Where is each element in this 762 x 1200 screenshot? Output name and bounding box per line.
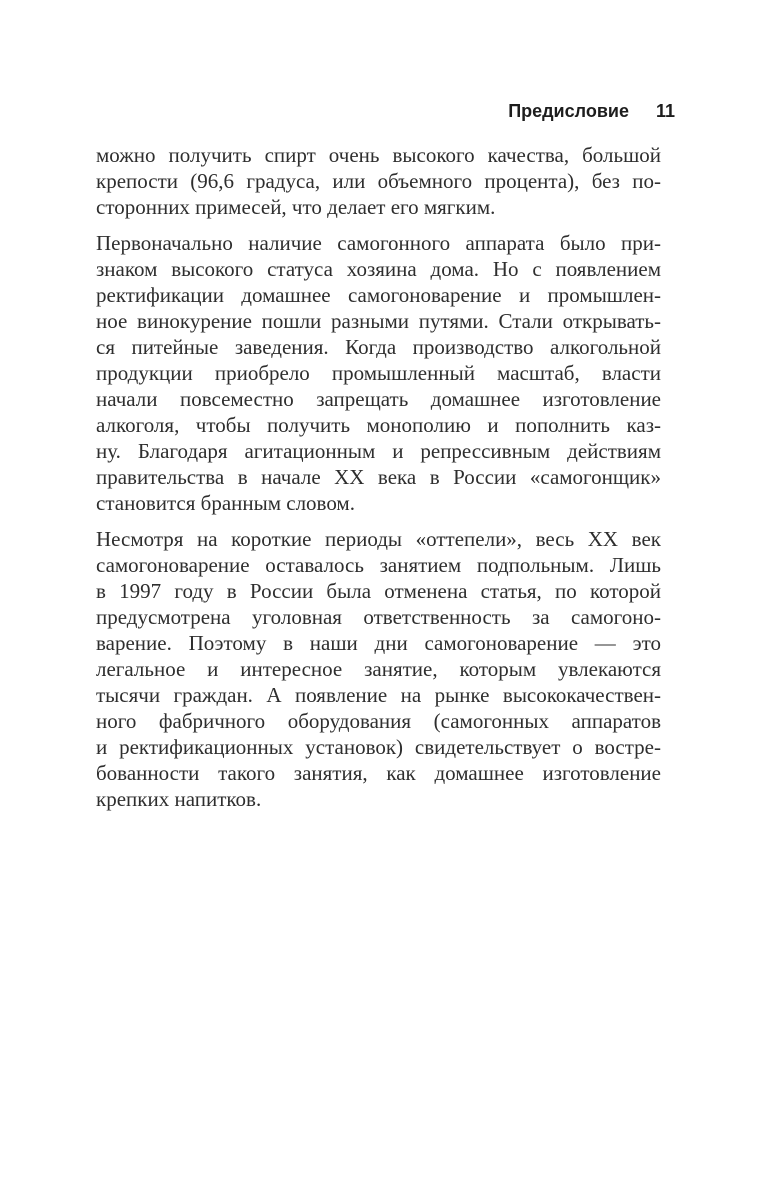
text-line: алкоголя, чтобы получить монополию и пополнить каз-: [96, 413, 661, 437]
text-line: ректификации домашнее самогоноварение и промышлен-: [96, 283, 661, 307]
text-line: знаком высокого статуса хозяина дома. Но с появлением: [96, 257, 661, 281]
text-line: становится бранным словом.: [96, 491, 355, 515]
text-column: [96, 100, 675, 812]
text-line: варение. Поэтому в наши дни самогоноварение — это: [96, 631, 661, 655]
paragraph: [96, 230, 661, 516]
paragraph: [96, 142, 661, 220]
text-line: ное винокурение пошли разными путями. Стали открывать-: [96, 309, 661, 333]
text-line: ся питейные заведения. Когда производство алкогольной: [96, 335, 661, 359]
text-line: предусмотрена уголовная ответственность за самогоно-: [96, 605, 661, 629]
text-line: Первоначально наличие самогонного аппарата было при-: [96, 231, 661, 255]
text-line: Несмотря на короткие периоды «оттепели», весь XX век: [96, 527, 661, 551]
text-line: правительства в начале XX века в России «самогонщик»: [96, 465, 661, 489]
body-text: [96, 142, 661, 812]
text-line: самогоноварение оставалось занятием подпольным. Лишь: [96, 553, 661, 577]
text-line: сторонних примесей, что делает его мягким.: [96, 195, 496, 219]
paragraph: [96, 526, 661, 812]
text-line: бованности такого занятия, как домашнее изготовление: [96, 761, 661, 785]
text-line: начали повсеместно запрещать домашнее изготовление: [96, 387, 661, 411]
text-line: крепких напитков.: [96, 787, 262, 811]
section-title: Предисловие: [508, 101, 629, 121]
text-line: в 1997 году в России была отменена статья, по которой: [96, 579, 661, 603]
text-line: можно получить спирт очень высокого качества, большой: [96, 143, 661, 167]
page-number: 11: [655, 101, 675, 121]
text-line: тысячи граждан. А появление на рынке высококачествен-: [96, 683, 661, 707]
text-line: и ректификационных установок) свидетельствует о востре-: [96, 735, 661, 759]
running-header: [110, 100, 675, 122]
text-line: ну. Благодаря агитационным и репрессивным действиям: [96, 439, 661, 463]
text-line: ного фабричного оборудования (самогонных аппаратов: [96, 709, 661, 733]
text-line: крепости (96,6 градуса, или объемного процента), без по-: [96, 169, 661, 193]
text-line: легальное и интересное занятие, которым увлекаются: [96, 657, 661, 681]
text-line: продукции приобрело промышленный масштаб, власти: [96, 361, 661, 385]
